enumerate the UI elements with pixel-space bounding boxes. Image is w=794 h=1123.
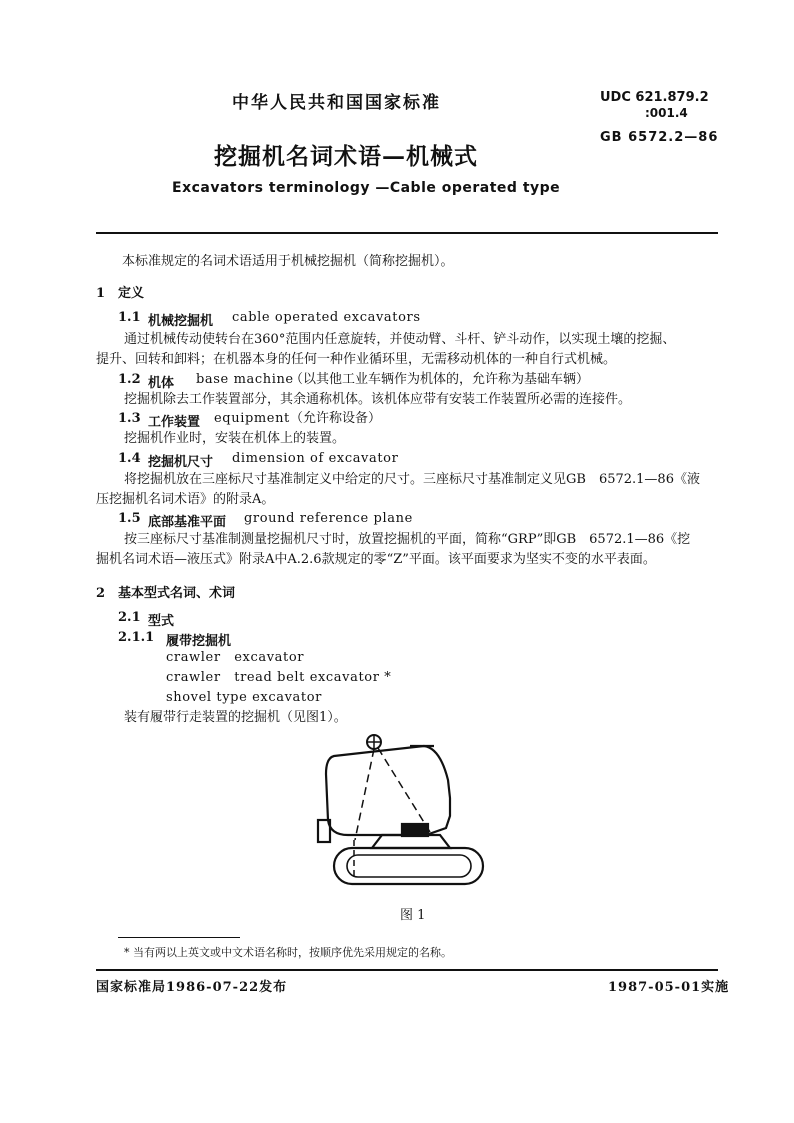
footer-rule (96, 969, 718, 971)
effective-date: 1987-05-01实施 (608, 980, 730, 995)
footnote-text: * 当有两以上英文或中文术语名称时，按顺序优先采用规定的名称。 (124, 946, 452, 959)
item-number: 1.1 (118, 310, 141, 325)
standard-title: 中华人民共和国国家标准 (232, 93, 441, 113)
item-term-en: equipment (214, 411, 290, 426)
item-note: （以其他工业车辆作为机体的，允许称为基础车辆） (290, 372, 590, 387)
item-term: 机体 (148, 376, 175, 391)
term-en: crawler excavator (166, 650, 305, 665)
title-en: Excavators terminology —Cable operated type (172, 180, 561, 196)
subsection-number: 2.1 (118, 610, 141, 625)
item-note: （允许称设备） (290, 411, 382, 426)
item-term-en: cable operated excavators (232, 310, 421, 325)
section2-heading: 2 基本型式名词、术词 (96, 586, 236, 601)
item-body: 挖掘机除去工作装置部分，其余通称机体。该机体应带有安装工作装置所必需的连接件。 (124, 392, 632, 407)
item-number: 1.2 (118, 372, 141, 387)
item-body: 装有履带行走装置的挖掘机（见图1）。 (124, 710, 347, 725)
item-term: 机械挖掘机 (148, 314, 214, 329)
excavator-house (326, 746, 450, 835)
item-number: 1.4 (118, 451, 141, 466)
item-term: 工作装置 (148, 415, 201, 430)
term-en: shovel type excavator (166, 690, 322, 705)
crawler-track-inner (347, 855, 471, 877)
item-number: 2.1.1 (118, 630, 155, 645)
item-body: 提升、回转和卸料；在机器本身的任何一种作业循环里，无需移动机体的一种自行式机械。 (96, 352, 617, 367)
item-body: 压挖掘机名词术语》的附录A。 (96, 492, 275, 507)
item-term-en: base machine (196, 372, 294, 387)
section1-heading: 1 定义 (96, 286, 145, 301)
item-number: 1.5 (118, 511, 141, 526)
title-cn: 挖掘机名词术语—机械式 (214, 143, 478, 170)
term-en: crawler tread belt excavator * (166, 670, 392, 685)
item-body: 按三座标尺寸基准制测量挖掘机尺寸时，放置挖掘机的平面，简称“GRP”即GB 6572.1—86《挖 (124, 532, 691, 547)
item-body: 将挖掘机放在三座标尺寸基准制定义中给定的尺寸。三座标尺寸基准制定义见GB 6572.1—86《液 (124, 472, 700, 487)
issue-date: 国家标准局1986-07-22发布 (96, 980, 288, 995)
subsection-title: 型式 (148, 614, 175, 629)
figure-caption: 图 1 (400, 908, 426, 923)
footnote-rule (118, 937, 240, 938)
item-term-en: dimension of excavator (232, 451, 399, 466)
item-term: 挖掘机尺寸 (148, 455, 214, 470)
udc-code-suffix: :001.4 (645, 106, 688, 120)
gb-code: GB 6572.2—86 (600, 130, 719, 145)
item-number: 1.3 (118, 411, 141, 426)
item-term-en: ground reference plane (244, 511, 413, 526)
crawler-excavator-figure (300, 728, 500, 900)
udc-code: UDC 621.879.2 (600, 90, 709, 105)
item-body: 通过机械传动使转台在360°范围内任意旋转，并使动臂、斗杆、铲斗动作，以实现土壤的挖掘、 (124, 332, 676, 347)
intro-text: 本标准规定的名词术语适用于机械挖掘机（简称挖掘机）。 (122, 254, 454, 269)
item-body: 挖掘机作业时，安装在机体上的装置。 (124, 431, 346, 446)
header-rule (96, 232, 718, 234)
item-term: 底部基准平面 (148, 515, 227, 530)
item-term: 履带挖掘机 (166, 634, 232, 649)
item-body: 掘机名词术语—液压式》附录A中A.2.6款规定的零“Z”平面。该平面要求为坚实不变的水平表面。 (96, 552, 656, 567)
crawler-track-outline (334, 848, 483, 884)
